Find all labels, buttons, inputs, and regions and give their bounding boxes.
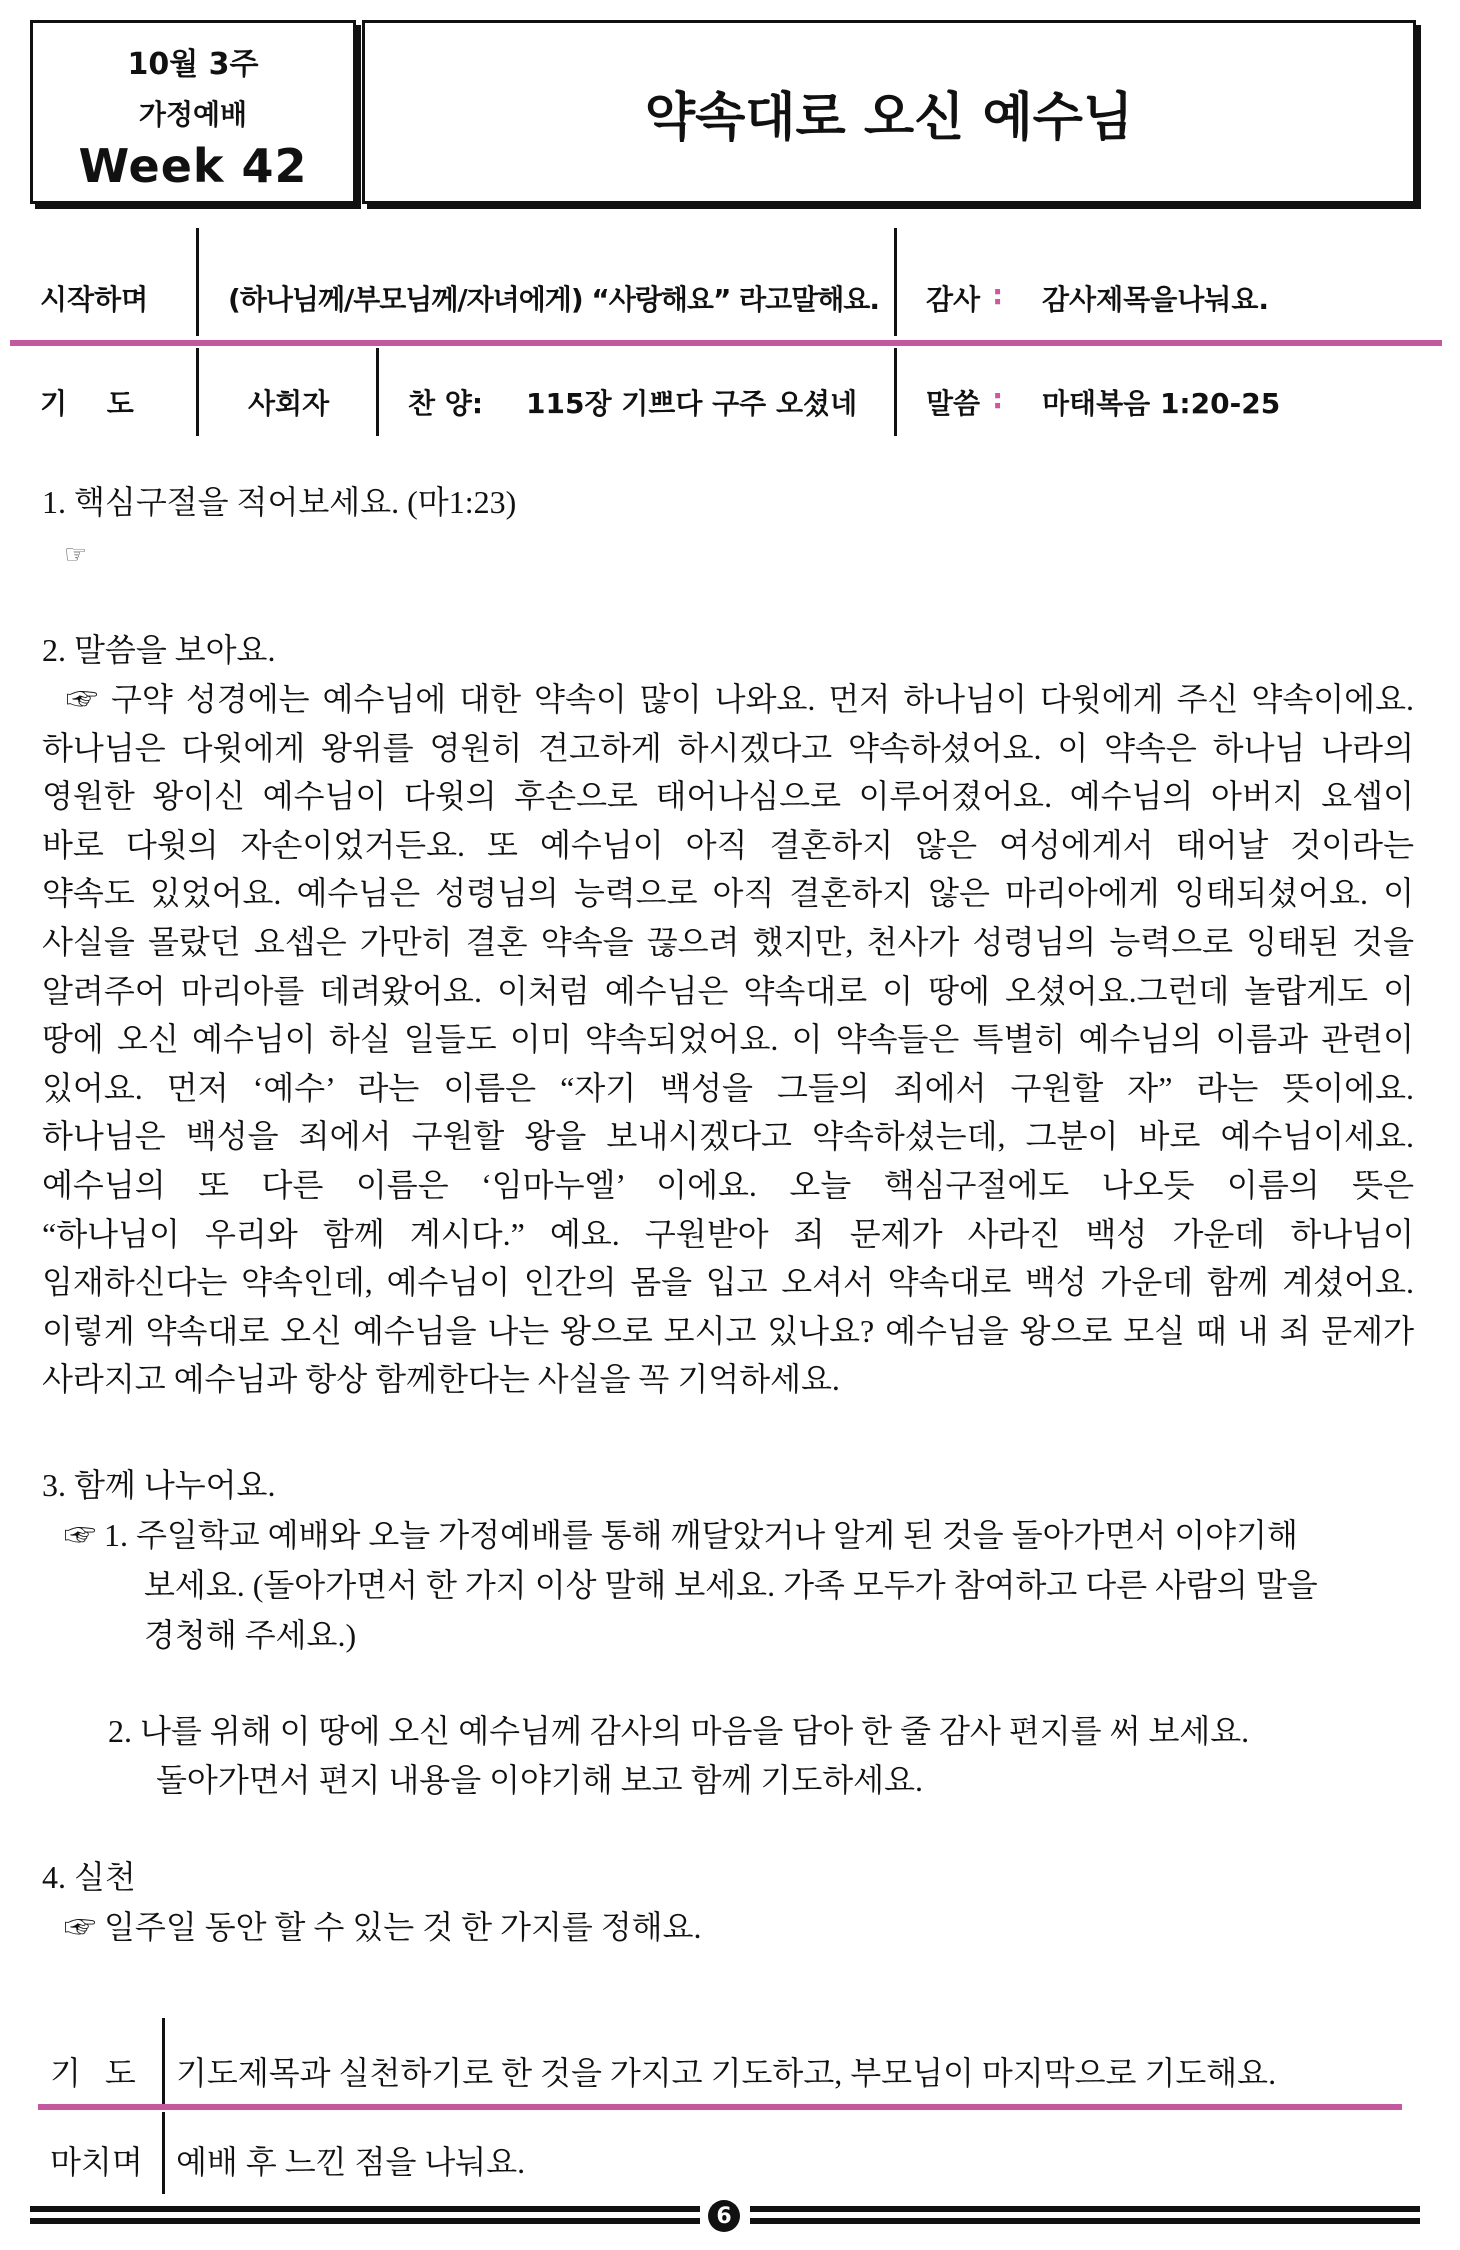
hymn-label: 찬 양: (408, 387, 484, 420)
pointer-icon: ☞ (64, 540, 88, 569)
section1-title: 1. 핵심구절을 적어보세요. (마1:23) (42, 484, 517, 520)
info-divider (196, 348, 199, 436)
body-line: ☞ 구약 성경에는 예수님에 대한 약속이 많이 나와요. 먼저 하나님이 다윗에게 주신 약속이에요. (66, 681, 1414, 717)
footer-bar-left (30, 2218, 700, 2224)
body-line: 이렇게 약속대로 오신 예수님을 나는 왕으로 모시고 있나요? 예수님을 왕으로 모실 때 내 죄 문제가 (42, 1312, 1414, 1349)
info-divider (894, 348, 897, 436)
word-text: 마태복음 1:20-25 (1042, 387, 1281, 420)
page-number: 6 (708, 2200, 740, 2232)
body-line: 예수님의 또 다른 이름은 ‘임마누엘’ 이에요. 오늘 핵심구절에도 나오듯 이름의 뜻은 (42, 1166, 1414, 1203)
leader-label: 사회자 (248, 387, 330, 420)
practice-text: ☞ 일주일 동안 할 수 있는 것 한 가지를 정해요. (64, 1909, 702, 1945)
closing-end-label: 마치며 (50, 2144, 143, 2180)
share-item-1: ☞ 1. 주일학교 예배와 오늘 가정예배를 통해 깨달았거나 알게 된 것을 돌아가면서 이야기해 (64, 1517, 1298, 1553)
word-colon: : (992, 382, 1004, 415)
start-text: (하나님께/부모님께/자녀에게) “사랑해요” 라고말해요. (228, 283, 879, 316)
share-item-2-cont: 돌아가면서 편지 내용을 이야기해 보고 함께 기도하세요. (156, 1762, 923, 1798)
week-box (30, 20, 356, 204)
info-separator (10, 340, 1442, 346)
share-item-1-cont: 보세요. (돌아가면서 한 가지 이상 말해 보세요. 가족 모두가 참여하고 다른 사람의 말을 (144, 1567, 1318, 1603)
body-line: 사라지고 예수님과 항상 함께한다는 사실을 꼭 기억하세요. (42, 1361, 840, 1398)
closing-separator (38, 2104, 1402, 2110)
closing-prayer-label: 기 도 (50, 2055, 136, 2091)
closing-prayer-text: 기도제목과 실천하기로 한 것을 가지고 기도하고, 부모님이 마지막으로 기도해요. (176, 2055, 1277, 2091)
body-line: 사실을 몰랐던 요셉은 가만히 결혼 약속을 끊으려 했지만, 천사가 성령님의 능력으로 잉태된 것을 (42, 923, 1414, 960)
week-date: 10월 3주 (127, 47, 259, 82)
body-line: 하나님은 백성을 죄에서 구원할 왕을 보내시겠다고 약속하셨는데, 그분이 바로 예수님이세요. (42, 1118, 1414, 1155)
share-item-2: 2. 나를 위해 이 땅에 오신 예수님께 감사의 마음을 담아 한 줄 감사 편지를 써 보세요. (108, 1713, 1250, 1749)
body-line: 땅에 오신 예수님이 하실 일들도 이미 약속되었어요. 이 약속들은 특별히 예수님의 이름과 관련이 (42, 1021, 1414, 1058)
section4-title: 4. 실천 (42, 1859, 136, 1895)
week-number: Week 42 (78, 139, 308, 193)
word-label: 말씀 (926, 387, 981, 420)
footer-bar-right (750, 2218, 1420, 2224)
thanks-label: 감사 (926, 283, 981, 316)
closing-divider (162, 2112, 165, 2194)
body-line: 임재하신다는 약속인데, 예수님이 인간의 몸을 입고 오셔서 약속대로 백성 가운데 함께 계셨어요. (42, 1264, 1414, 1301)
body-line: 하나님은 다윗에게 왕위를 영원히 견고하게 하시겠다고 약속하셨어요. 이 약속은 하나님 나라의 (42, 729, 1414, 766)
title-box (362, 20, 1416, 204)
start-label: 시작하며 (40, 283, 149, 316)
thanks-colon: : (992, 278, 1004, 311)
hymn-text: 115장 기쁘다 구주 오셨네 (526, 387, 858, 420)
section3-title: 3. 함께 나누어요. (42, 1467, 276, 1503)
body-line: 바로 다윗의 자손이었거든요. 또 예수님이 아직 결혼하지 않은 여성에게서 태어날 것이라는 (42, 826, 1414, 863)
section2-body (42, 675, 1414, 1404)
thanks-text: 감사제목을나눠요. (1042, 283, 1270, 316)
prayer-label: 기 도 (40, 387, 134, 420)
page-title: 약속대로 오신 예수님 (644, 87, 1134, 148)
info-divider (196, 228, 199, 336)
info-divider (376, 348, 379, 436)
footer-bar-right (750, 2206, 1420, 2212)
body-line: 약속도 있었어요. 예수님은 성령님의 능력으로 아직 결혼하지 않은 마리아에게 잉태되셨어요. 이 (42, 875, 1414, 912)
section2-title: 2. 말씀을 보아요. (42, 632, 276, 668)
worship-type: 가정예배 (138, 98, 248, 131)
body-line: 있어요. 먼저 ‘예수’ 라는 이름은 “자기 백성을 그들의 죄에서 구원할 자” 라는 뜻이에요. (42, 1069, 1414, 1106)
body-line: 알려주어 마리아를 데려왔어요. 이처럼 예수님은 약속대로 이 땅에 오셨어요.그런데 놀랍게도 이 (42, 972, 1414, 1009)
closing-end-text: 예배 후 느낀 점을 나눠요. (176, 2144, 526, 2180)
info-divider (894, 228, 897, 336)
closing-divider (162, 2018, 165, 2106)
share-item-1-cont: 경청해 주세요.) (144, 1617, 357, 1653)
footer-bar-left (30, 2206, 700, 2212)
body-line: 영원한 왕이신 예수님이 다윗의 후손으로 태어나심으로 이루어졌어요. 예수님의 아버지 요셉이 (42, 778, 1414, 815)
body-line: “하나님이 우리와 함께 계시다.” 예요. 구원받아 죄 문제가 사라진 백성 가운데 하나님이 (42, 1215, 1414, 1252)
